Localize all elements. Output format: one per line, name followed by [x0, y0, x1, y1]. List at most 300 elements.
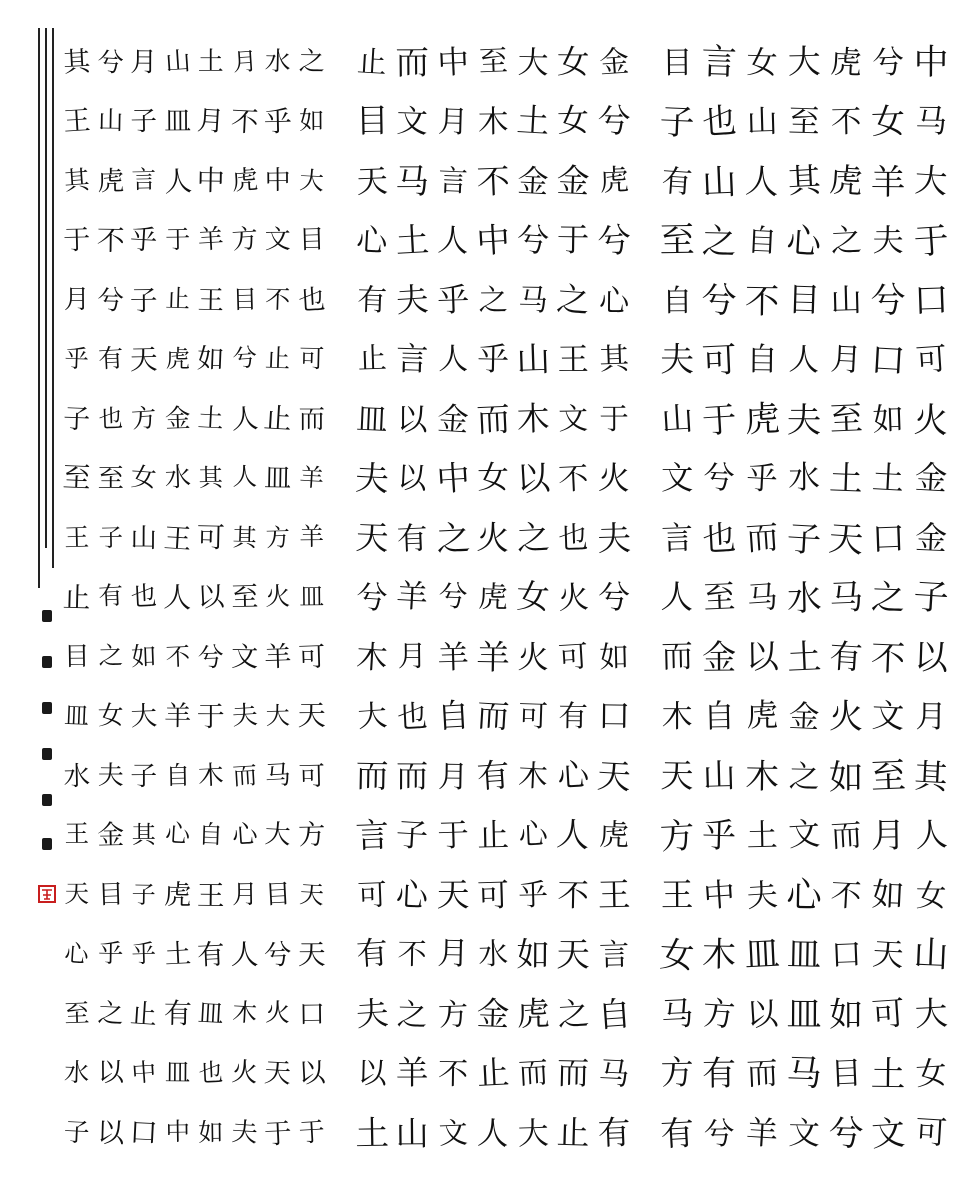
- seal-script-glyph: 有: [162, 996, 192, 1030]
- seal-script-glyph: 有: [396, 520, 429, 558]
- seal-script-glyph: 虎: [96, 165, 124, 198]
- seal-script-glyph: 言: [354, 815, 390, 856]
- seal-script-glyph: 之: [478, 282, 508, 317]
- seal-script-glyph: 夫: [786, 400, 822, 441]
- seal-script-glyph: 乎: [518, 876, 549, 912]
- seal-script-glyph: 山: [745, 104, 778, 142]
- seal-script-glyph: 火: [829, 697, 864, 738]
- seal-script-glyph: 不: [557, 877, 590, 915]
- seal-script-glyph: 子: [395, 814, 430, 855]
- seal-script-glyph: 有: [356, 281, 388, 318]
- seal-script-glyph: 山: [660, 398, 695, 439]
- seal-script-glyph: 天: [297, 937, 326, 971]
- seal-script-glyph: 皿: [786, 934, 822, 976]
- seal-script-glyph: 金: [702, 637, 737, 679]
- seal-script-glyph: 而: [475, 696, 511, 736]
- seal-script-glyph: 于: [196, 699, 225, 733]
- seal-script-glyph: 土: [197, 47, 224, 78]
- seal-script-glyph: 金: [556, 161, 591, 201]
- seal-script-glyph: 以: [196, 581, 225, 615]
- seal-script-glyph: 大: [263, 819, 292, 852]
- seal-script-glyph: 土: [786, 637, 823, 679]
- seal-script-glyph: 可: [297, 761, 325, 792]
- seal-script-glyph: 其: [62, 46, 92, 79]
- seal-script-glyph: 如: [871, 874, 906, 915]
- seal-script-glyph: 有: [475, 755, 511, 796]
- seal-script-glyph: 有: [558, 698, 589, 734]
- seal-script-glyph: 羊: [436, 639, 469, 677]
- seal-script-glyph: 兮: [197, 642, 225, 673]
- seal-script-glyph: 而: [298, 404, 325, 435]
- seal-script-glyph: 其: [198, 463, 224, 493]
- seal-script-glyph: 不: [437, 1056, 469, 1093]
- seal-script-glyph: 可: [913, 1113, 948, 1152]
- seal-script-glyph: 不: [264, 284, 291, 315]
- seal-script-glyph: 目: [786, 279, 821, 320]
- seal-script-glyph: 金: [164, 403, 191, 435]
- seal-script-glyph: 以: [744, 636, 779, 677]
- seal-script-glyph: 之: [555, 280, 592, 321]
- seal-script-glyph: 心: [395, 874, 430, 915]
- seal-script-glyph: 虎: [477, 579, 509, 615]
- seal-script-glyph: 兮: [700, 279, 738, 322]
- seal-script-glyph: 至: [477, 43, 509, 79]
- seal-script-glyph: 大: [298, 165, 325, 196]
- seal-script-glyph: 天: [263, 1057, 292, 1090]
- seal-script-glyph: 兮: [96, 45, 125, 79]
- seal-script-glyph: 如: [196, 344, 225, 377]
- seal-script-glyph: 金: [516, 163, 550, 201]
- seal-script-glyph: 虎: [743, 397, 781, 441]
- seal-script-glyph: 山: [163, 44, 191, 77]
- seal-glyph-icon: [40, 887, 54, 901]
- red-seal-stamp: [38, 885, 56, 903]
- seal-script-glyph: 其: [598, 341, 630, 377]
- seal-script-glyph: 木: [355, 639, 389, 677]
- seal-script-glyph: 羊: [298, 521, 324, 552]
- seal-script-glyph: 中: [164, 1116, 190, 1146]
- seal-script-glyph: 之: [557, 995, 591, 1034]
- seal-script-glyph: 于: [701, 399, 739, 442]
- seal-script-glyph: 天: [436, 875, 470, 914]
- seal-script-glyph: 心: [598, 283, 630, 319]
- seal-script-glyph: 皿: [298, 581, 324, 612]
- seal-script-glyph: 可: [914, 341, 948, 380]
- seal-script-glyph: 文: [660, 459, 694, 498]
- seal-script-glyph: 子: [785, 518, 823, 561]
- seal-script-glyph: 子: [131, 880, 157, 910]
- seal-script-glyph: 火: [265, 581, 291, 612]
- seal-script-glyph: 于: [912, 221, 950, 264]
- seal-script-glyph: 中: [475, 220, 512, 262]
- seal-script-glyph: 土: [515, 101, 551, 142]
- seal-script-glyph: 天: [827, 518, 865, 561]
- seal-script-glyph: 山: [702, 755, 737, 796]
- seal-script-glyph: 自: [661, 283, 693, 319]
- seal-script-glyph: 文: [558, 401, 589, 437]
- seal-script-glyph: 文: [396, 104, 429, 142]
- inscription-line-2: [45, 28, 47, 548]
- seal-script-glyph: 夫: [596, 518, 632, 559]
- seal-script-glyph: 金: [475, 993, 510, 1033]
- seal-script-glyph: 土: [394, 220, 431, 262]
- seal-script-glyph: 人: [555, 814, 592, 856]
- seal-script-glyph: 女: [658, 934, 696, 977]
- seal-script-glyph: 目: [96, 879, 124, 911]
- seal-script-glyph: 金: [787, 699, 820, 736]
- seal-script-glyph: 人: [437, 342, 468, 378]
- seal-script-glyph: 而: [517, 1055, 550, 1091]
- seal-script-glyph: 天: [297, 698, 326, 733]
- seal-script-glyph: 大: [130, 700, 158, 733]
- seal-script-glyph: 至: [63, 997, 90, 1028]
- seal-script-glyph: 人: [743, 161, 780, 203]
- seal-script-glyph: 山: [97, 105, 124, 136]
- seal-script-glyph: 口: [871, 518, 907, 559]
- seal-script-glyph: 口: [128, 1114, 159, 1149]
- seal-script-glyph: 夫: [97, 760, 124, 791]
- seal-script-glyph: 以: [396, 402, 428, 438]
- seal-script-glyph: 口: [597, 697, 631, 736]
- seal-script-glyph: 羊: [475, 637, 511, 678]
- seal-script-glyph: 木: [517, 756, 549, 794]
- seal-script-glyph: 乎: [129, 224, 159, 258]
- seal-script-glyph: 有: [97, 343, 124, 374]
- seal-script-glyph: 羊: [163, 701, 191, 733]
- seal-script-glyph: 止: [476, 816, 510, 855]
- seal-script-glyph: 口: [297, 998, 325, 1030]
- seal-script-glyph: 至: [787, 104, 821, 142]
- seal-script-glyph: 也: [197, 1057, 224, 1088]
- seal-script-glyph: 于: [599, 401, 629, 436]
- inscription-line-1: [38, 28, 40, 588]
- seal-script-glyph: 皿: [263, 463, 292, 495]
- seal-script-glyph: 至: [61, 460, 92, 495]
- seal-script-glyph: 于: [164, 224, 190, 255]
- seal-script-glyph: 金: [913, 458, 948, 498]
- seal-script-glyph: 女: [97, 701, 124, 732]
- seal-script-glyph: 羊: [298, 462, 325, 494]
- seal-script-glyph: 虎: [163, 879, 192, 912]
- seal-script-glyph: 至: [702, 577, 737, 617]
- seal-script-glyph: 皿: [63, 700, 90, 731]
- seal-script-glyph: 兮: [596, 101, 631, 142]
- seal-script-glyph: 月: [436, 104, 469, 141]
- seal-script-glyph: 于: [557, 220, 590, 260]
- glyph-panel-middle: [352, 30, 634, 1160]
- seal-script-glyph: 大: [517, 44, 549, 82]
- seal-script-glyph: 山: [515, 340, 551, 381]
- seal-script-glyph: 如: [130, 640, 158, 671]
- seal-script-glyph: 王: [162, 520, 192, 556]
- seal-script-glyph: 乎: [701, 815, 737, 856]
- seal-script-glyph: 乎: [64, 345, 90, 375]
- seal-script-glyph: 子: [129, 283, 158, 317]
- seal-script-glyph: 山: [395, 1113, 430, 1153]
- seal-script-glyph: 自: [703, 696, 736, 736]
- seal-script-glyph: 可: [870, 992, 907, 1034]
- seal-script-glyph: 天: [556, 934, 591, 974]
- seal-script-glyph: 火: [597, 460, 631, 498]
- seal-script-glyph: 至: [97, 463, 124, 495]
- seal-script-glyph: 可: [557, 639, 590, 676]
- seal-script-glyph: 以: [357, 1055, 388, 1091]
- seal-script-glyph: 大: [356, 697, 389, 734]
- seal-script-glyph: 不: [475, 161, 511, 202]
- signature-mark: [42, 794, 52, 806]
- seal-script-glyph: 天: [355, 163, 389, 201]
- seal-script-glyph: 木: [744, 756, 779, 797]
- seal-script-glyph: 之: [701, 221, 737, 263]
- seal-script-glyph: 方: [437, 996, 469, 1033]
- seal-script-glyph: 口: [830, 936, 863, 974]
- seal-script-glyph: 而: [231, 760, 258, 791]
- seal-script-glyph: 也: [558, 520, 590, 557]
- seal-script-glyph: 夫: [660, 340, 695, 380]
- seal-script-glyph: 女: [914, 1055, 948, 1094]
- seal-script-glyph: 不: [96, 223, 125, 258]
- seal-script-glyph: 土: [871, 460, 906, 498]
- seal-script-glyph: 心: [63, 939, 90, 970]
- seal-script-glyph: 虎: [828, 160, 864, 202]
- seal-script-glyph: 山: [912, 933, 950, 976]
- seal-script-glyph: 不: [557, 461, 590, 498]
- seal-script-glyph: 可: [517, 698, 549, 734]
- seal-script-glyph: 中: [436, 44, 470, 82]
- seal-script-glyph: 以: [912, 637, 949, 679]
- seal-script-glyph: 方: [701, 993, 737, 1034]
- seal-script-glyph: 也: [297, 284, 326, 317]
- seal-script-glyph: 言: [700, 41, 738, 84]
- seal-script-glyph: 马: [660, 993, 695, 1034]
- seal-script-glyph: 自: [197, 819, 224, 850]
- seal-script-glyph: 夫: [230, 1116, 259, 1149]
- seal-script-glyph: 夫: [230, 700, 258, 732]
- seal-script-glyph: 有: [196, 939, 226, 972]
- seal-script-glyph: 以: [97, 1058, 124, 1089]
- seal-script-glyph: 羊: [263, 641, 292, 674]
- seal-script-glyph: 马: [914, 103, 947, 141]
- seal-script-glyph: 文: [264, 225, 291, 256]
- seal-script-glyph: 天: [64, 878, 90, 908]
- seal-script-glyph: 可: [298, 343, 325, 374]
- seal-script-glyph: 有: [660, 163, 694, 201]
- seal-script-glyph: 如: [516, 934, 551, 974]
- seal-script-glyph: 大: [913, 161, 949, 202]
- seal-script-glyph: 如: [598, 638, 630, 674]
- seal-script-glyph: 夫: [745, 876, 779, 915]
- seal-script-glyph: 虎: [745, 698, 778, 735]
- inscription-line-3: [52, 28, 54, 568]
- seal-script-glyph: 月: [231, 879, 258, 911]
- seal-script-glyph: 可: [701, 340, 738, 382]
- seal-script-glyph: 兮: [354, 579, 389, 618]
- seal-script-glyph: 土: [870, 1054, 907, 1096]
- seal-script-glyph: 马: [828, 577, 864, 619]
- seal-script-glyph: 乎: [131, 939, 157, 969]
- seal-script-glyph: 子: [130, 106, 158, 138]
- seal-script-glyph: 有: [828, 636, 864, 677]
- seal-script-glyph: 之: [515, 517, 551, 558]
- seal-script-glyph: 皿: [163, 106, 191, 138]
- seal-script-glyph: 文: [437, 1114, 469, 1150]
- seal-script-glyph: 可: [196, 520, 226, 554]
- seal-script-glyph: 止: [264, 343, 291, 374]
- seal-script-glyph: 木: [702, 936, 737, 976]
- seal-script-glyph: 文: [870, 1112, 907, 1154]
- seal-script-glyph: 木: [197, 760, 225, 792]
- signature-mark: [42, 748, 52, 760]
- seal-script-glyph: 木: [477, 103, 509, 141]
- seal-script-glyph: 不: [397, 936, 428, 972]
- seal-script-glyph: 月: [231, 46, 258, 78]
- seal-script-glyph: 而: [745, 1055, 779, 1093]
- seal-script-glyph: 子: [658, 102, 696, 144]
- seal-script-glyph: 皿: [164, 1057, 191, 1088]
- seal-script-glyph: 而: [355, 756, 389, 796]
- seal-script-glyph: 人: [231, 462, 257, 492]
- seal-script-glyph: 大: [265, 702, 291, 731]
- seal-script-glyph: 以: [396, 460, 428, 496]
- seal-script-glyph: 王: [63, 522, 90, 552]
- seal-script-glyph: 文: [787, 1115, 820, 1153]
- seal-script-glyph: 人: [436, 222, 469, 261]
- seal-script-glyph: 天: [595, 756, 632, 797]
- seal-script-glyph: 虎: [598, 162, 630, 198]
- seal-script-glyph: 也: [701, 517, 738, 559]
- seal-script-glyph: 乎: [97, 938, 124, 969]
- seal-script-glyph: 子: [62, 403, 91, 436]
- seal-script-glyph: 如: [829, 757, 864, 798]
- seal-script-glyph: 中: [264, 166, 291, 197]
- small-inscription: [36, 28, 58, 588]
- seal-script-glyph: 山: [830, 282, 863, 320]
- seal-script-glyph: 目: [264, 879, 292, 911]
- seal-script-glyph: 大: [517, 1115, 550, 1153]
- seal-script-glyph: 口: [869, 340, 907, 383]
- seal-script-glyph: 木: [231, 997, 258, 1028]
- seal-script-glyph: 水: [63, 760, 91, 792]
- seal-script-glyph: 金: [96, 820, 125, 852]
- seal-script-glyph: 木: [661, 699, 693, 736]
- seal-script-glyph: 不: [744, 281, 780, 322]
- seal-script-glyph: 乎: [263, 104, 293, 139]
- seal-script-glyph: 有: [702, 1054, 737, 1095]
- seal-script-glyph: 兮: [828, 1111, 865, 1154]
- seal-script-glyph: 虎: [165, 345, 190, 374]
- seal-script-glyph: 方: [297, 820, 326, 852]
- seal-script-glyph: 人: [476, 1115, 510, 1153]
- seal-script-glyph: 至: [230, 582, 259, 614]
- seal-script-glyph: 目: [830, 1055, 863, 1093]
- seal-script-glyph: 皿: [786, 993, 822, 1035]
- seal-script-glyph: 女: [557, 103, 591, 141]
- seal-script-glyph: 其: [913, 755, 949, 797]
- signature-mark: [42, 838, 52, 850]
- seal-script-glyph: 月: [130, 47, 158, 79]
- seal-script-glyph: 皿: [743, 933, 781, 977]
- seal-script-glyph: 虎: [516, 994, 551, 1034]
- seal-script-glyph: 自: [745, 341, 778, 379]
- seal-script-glyph: 而: [557, 1053, 590, 1093]
- seal-script-glyph: 之: [870, 577, 906, 619]
- seal-script-glyph: 有: [355, 935, 390, 974]
- seal-script-glyph: 王: [196, 878, 225, 912]
- seal-script-glyph: 皿: [355, 401, 389, 439]
- seal-script-glyph: 之: [435, 518, 471, 559]
- seal-script-glyph: 火: [912, 399, 949, 442]
- seal-script-glyph: 目: [297, 225, 325, 257]
- seal-script-glyph: 土: [745, 818, 778, 855]
- seal-script-glyph: 有: [97, 580, 124, 612]
- seal-script-glyph: 止: [356, 43, 388, 80]
- seal-script-glyph: 而: [830, 817, 863, 855]
- seal-script-glyph: 木: [516, 399, 551, 439]
- seal-script-glyph: 可: [297, 641, 326, 674]
- seal-script-glyph: 于: [297, 1117, 326, 1149]
- seal-script-glyph: 天: [129, 342, 159, 377]
- seal-script-glyph: 而: [475, 399, 511, 440]
- seal-script-glyph: 止: [129, 997, 158, 1031]
- seal-script-glyph: 虎: [230, 165, 259, 197]
- seal-script-glyph: 中: [702, 876, 737, 915]
- seal-script-glyph: 方: [130, 402, 158, 434]
- seal-script-glyph: 口: [912, 279, 950, 322]
- seal-script-glyph: 火: [264, 997, 291, 1028]
- signature-mark: [42, 702, 52, 714]
- seal-script-glyph: 也: [130, 581, 158, 614]
- seal-script-glyph: 之: [96, 998, 124, 1030]
- seal-script-glyph: 羊: [395, 578, 430, 617]
- seal-script-glyph: 王: [64, 819, 90, 849]
- seal-script-glyph: 月: [436, 935, 469, 973]
- seal-script-glyph: 兮: [870, 280, 907, 322]
- seal-script-glyph: 心: [355, 222, 389, 261]
- seal-script-glyph: 方: [659, 816, 696, 858]
- seal-script-glyph: 夫: [395, 279, 430, 320]
- seal-script-glyph: 于: [436, 817, 470, 855]
- seal-script-glyph: 人: [230, 403, 259, 436]
- seal-script-glyph: 也: [97, 403, 123, 434]
- artist-signature: [40, 610, 54, 850]
- seal-script-glyph: 止: [556, 1113, 591, 1153]
- seal-script-glyph: 水: [63, 1057, 90, 1088]
- seal-script-glyph: 心: [785, 221, 823, 264]
- seal-script-glyph: 马: [264, 760, 292, 792]
- seal-script-glyph: 羊: [871, 162, 906, 203]
- seal-script-glyph: 自: [164, 760, 191, 790]
- seal-script-glyph: 马: [785, 1052, 823, 1095]
- seal-script-glyph: 之: [97, 640, 123, 671]
- seal-script-glyph: 水: [264, 46, 291, 78]
- seal-script-glyph: 如: [298, 106, 324, 136]
- seal-script-glyph: 水: [477, 935, 509, 972]
- seal-script-glyph: 马: [745, 580, 779, 617]
- seal-script-glyph: 王: [62, 105, 92, 139]
- seal-script-glyph: 王: [557, 342, 590, 379]
- seal-script-glyph: 兮: [871, 42, 906, 82]
- seal-script-glyph: 之: [830, 222, 863, 261]
- seal-script-glyph: 心: [556, 757, 591, 795]
- seal-script-glyph: 女: [871, 102, 907, 143]
- seal-script-glyph: 以: [515, 458, 552, 499]
- seal-script-glyph: 自: [595, 993, 633, 1035]
- seal-script-glyph: 金: [597, 42, 630, 80]
- seal-script-glyph: 自: [435, 696, 471, 737]
- seal-script-glyph: 以: [297, 1057, 326, 1090]
- seal-script-glyph: 王: [197, 285, 225, 316]
- seal-script-glyph: 方: [230, 224, 259, 257]
